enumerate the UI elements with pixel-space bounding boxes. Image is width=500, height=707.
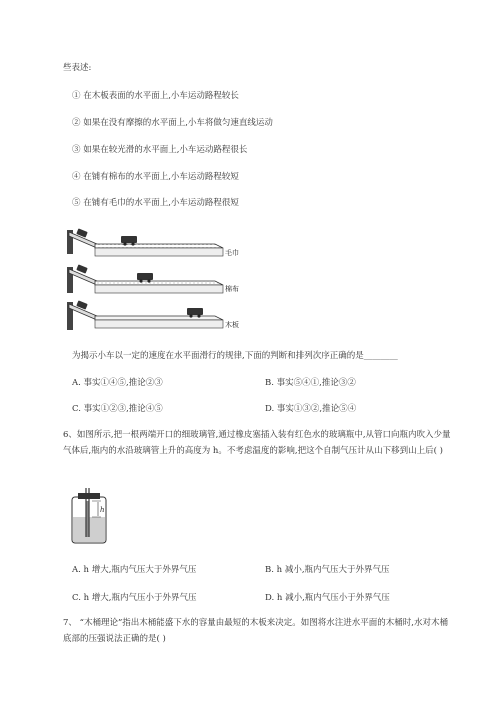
statement-4: ④ 在铺有棉布的水平面上,小车运动路程较短 bbox=[72, 172, 239, 182]
label-board: 木板 bbox=[225, 321, 239, 329]
q5-option-c[interactable]: C. 事实①②③,推论④⑤ bbox=[72, 404, 163, 414]
label-h: h bbox=[100, 506, 105, 514]
intro-text: 些表述: bbox=[63, 63, 92, 73]
q5-option-a[interactable]: A. 事实①④⑤,推论②③ bbox=[72, 378, 163, 388]
ramp-board bbox=[67, 300, 223, 330]
label-towel: 毛巾 bbox=[225, 249, 239, 257]
label-cotton: 棉布 bbox=[225, 285, 239, 293]
statement-2: ② 如果在没有摩擦的水平面上,小车将做匀速直线运动 bbox=[72, 118, 273, 128]
q6-option-b[interactable]: B. h 减小,瓶内气压大于外界气压 bbox=[265, 565, 390, 575]
ramp-cotton bbox=[67, 264, 223, 293]
q6-option-c[interactable]: C. h 增大,瓶内气压小于外界气压 bbox=[72, 593, 197, 603]
statement-5: ⑤ 在铺有毛巾的水平面上,小车运动路程很短 bbox=[72, 198, 239, 208]
q6-option-a[interactable]: A. h 增大,瓶内气压大于外界气压 bbox=[72, 565, 197, 575]
q5-option-b[interactable]: B. 事实⑤④①,推论③② bbox=[265, 378, 356, 388]
statement-1: ① 在木板表面的水平面上,小车运动路程较长 bbox=[72, 91, 239, 101]
q6-option-d[interactable]: D. h 减小,瓶内气压小于外界气压 bbox=[265, 593, 390, 603]
q7-question: 7、 “木桶理论”指出木桶能盛下水的容量由最短的木板来决定。如图将水注进水平面的木桶时,水对木桶底部的压强说法正确的是( ) bbox=[63, 618, 449, 644]
q5-prompt: 为揭示小车以一定的速度在水平面滑行的规律,下面的判断和排列次序正确的是________ bbox=[72, 351, 398, 361]
barometer-figure bbox=[66, 487, 116, 547]
q6-question: 6、如图所示,把一根两端开口的细玻璃管,通过橡皮塞插入装有红色水的玻璃瓶中,从管口向瓶内吹入少量气体后,瓶内的水沿玻璃管上升的高度为 h。不考虑温度的影响,把这个自制气压计从山下移到山上后( ) bbox=[63, 430, 451, 456]
q5-option-d[interactable]: D. 事实①③②,推论⑤④ bbox=[265, 404, 357, 414]
statement-3: ③ 如果在较光滑的水平面上,小车运动路程很长 bbox=[72, 145, 248, 155]
ramp-towel bbox=[67, 228, 223, 256]
ramp-experiment-figure bbox=[65, 222, 255, 337]
